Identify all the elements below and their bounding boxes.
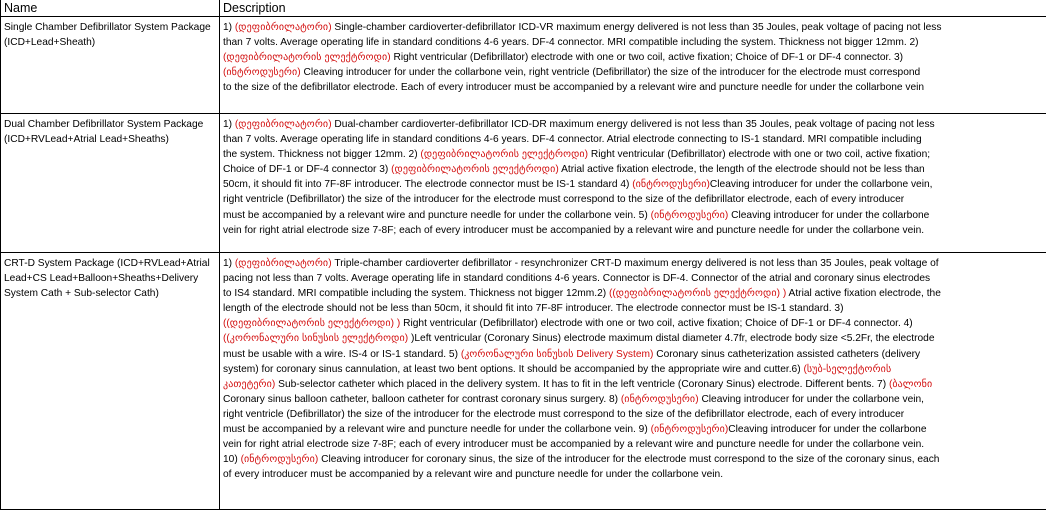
description-line — [223, 35, 1043, 50]
georgian-term: (დეფიბრილატორი) — [235, 22, 332, 33]
description-line — [223, 362, 1043, 377]
row-description-cell — [220, 17, 1046, 114]
description-line — [223, 65, 1043, 80]
header-name: Name — [1, 0, 220, 17]
georgian-term: (დეფიბრილატორი) — [235, 258, 332, 269]
description-text: the system. Thickness not bigger 12mm. 2) — [223, 149, 420, 160]
description-line — [223, 208, 1043, 223]
description-text: Right ventricular (Defibrillator) electrode with one or two coil, active fixation; Choice of DF-1 or DF-4 connector. 3) — [391, 52, 903, 63]
header-description: Description — [220, 0, 1046, 17]
description-text: Sub-selector catheter which placed in the delivery system. It has to fit in the left ventricle (Coronary Sinus) electrode. Different bents. 7) — [275, 379, 889, 390]
georgian-term: (დეფიბრილატორი) — [235, 119, 332, 130]
georgian-term: (დეფიბრილატორის ელექტროდი) — [223, 52, 391, 63]
description-text: system) for coronary sinus cannulation, at least two bent options. It should be accompanied by the appropriate wire and cutter.6) — [223, 364, 803, 375]
description-text: Atrial active fixation electrode, the length of the electrode should not be less than — [559, 164, 925, 175]
description-text: )Left ventricular (Coronary Sinus) electrode maximum distal diameter 4.7fr, electrode body size <5.2Fr, the electrode — [408, 333, 934, 344]
description-text: 1) — [223, 258, 235, 269]
description-text: Coronary sinus balloon catheter, balloon catheter for contrast coronary sinus surgery. 8) — [223, 394, 621, 405]
description-line — [223, 452, 1043, 467]
description-text: to the size of the defibrillator electrode. Each of every introducer must be accompanied by a relevant wire and puncture needle for under the collarbone vein — [223, 82, 924, 93]
description-text: must be accompanied by a relevant wire and puncture needle for under the collarbone vein. 5) — [223, 210, 651, 221]
description-text: Triple-chamber cardioverter defibrillator - resynchronizer CRT-D maximum energy delivered is not less than 35 Joules, peak voltage of — [332, 258, 939, 269]
georgian-term: (ინტროდუსერი) — [241, 454, 319, 465]
georgian-term: (ინტროდუსერი) — [651, 210, 729, 221]
description-line — [223, 117, 1043, 132]
description-text: length of the electrode should not be less than 50cm, it should fit into 7F-8F introducer. The electrode connector must be IS-1 standard. 3) — [223, 303, 843, 314]
description-text: Coronary sinus catheterization assisted catheters (delivery — [653, 349, 920, 360]
description-line — [223, 223, 1043, 238]
table-row — [1, 114, 1046, 253]
description-text: Dual-chamber cardioverter-defibrillator ICD-DR maximum energy delivered is not less than 35 Joules, peak voltage of pacing not less — [332, 119, 935, 130]
georgian-term: (ინტროდუსერი) — [632, 179, 710, 190]
description-text: Cleaving introducer for under the collarbone vein, — [710, 179, 933, 190]
description-line — [223, 20, 1043, 35]
description-line — [223, 147, 1043, 162]
description-text: Choice of DF-1 or DF-4 connector 3) — [223, 164, 391, 175]
description-text: of every introducer must be accompanied by a relevant wire and puncture needle for under the collarbone vein. — [223, 469, 723, 480]
description-text: 10) — [223, 454, 241, 465]
row-description-cell — [220, 253, 1046, 510]
description-line — [223, 256, 1043, 271]
description-text: than 7 volts. Average operating life in standard conditions 4-6 years. DF-4 connector. MRI compatible including the system. Thickness not bigger 12mm. 2) — [223, 37, 919, 48]
table-row — [1, 253, 1046, 510]
description-text: Cleaving introducer for coronary sinus, the size of the introducer for the electrode must correspond to the size of the coronary sinus, each — [318, 454, 939, 465]
description-line — [223, 192, 1043, 207]
description-text: right ventricle (Defibrillator) the size of the introducer for the electrode must correspond to the size of the defibrillator electrode, each of every introducer — [223, 409, 904, 420]
description-text: 1) — [223, 119, 235, 130]
description-text: Atrial active fixation electrode, the — [786, 288, 941, 299]
description-text: must be accompanied by a relevant wire and puncture needle for under the collarbone vein. 9) — [223, 424, 651, 435]
description-line — [223, 437, 1043, 452]
description-text: 1) — [223, 22, 235, 33]
description-line — [223, 50, 1043, 65]
description-line — [223, 422, 1043, 437]
description-text: pacing not less than 7 volts. Average operating life in standard conditions 4-6 years. Connector is DF-4. Connector of the atrial and coronary sinus electrodes — [223, 273, 930, 284]
row-name-cell: CRT-D System Package (ICD+RVLead+Atrial Lead+CS Lead+Balloon+Sheaths+Delivery System Cath + Sub-selector Cath) — [1, 253, 220, 510]
georgian-term: (ინტროდუსერი) — [223, 67, 301, 78]
georgian-term: (კორონალური სინუსის Delivery System) — [461, 349, 654, 360]
georgian-term: ((დეფიბრილატორის ელექტროდი) ) — [609, 288, 786, 299]
description-line — [223, 377, 1043, 392]
description-text: Right ventricular (Defibrillator) electrode with one or two coil, active fixation; — [588, 149, 930, 160]
description-text: Single-chamber cardioverter-defibrillator ICD-VR maximum energy delivered is not less than 35 Joules, peak voltage of pacing not less — [332, 22, 942, 33]
description-line — [223, 407, 1043, 422]
description-text: Cleaving introducer for under the collarbone vein, — [699, 394, 924, 405]
georgian-term: (სუბ-სელექტორის — [803, 364, 891, 375]
description-line — [223, 347, 1043, 362]
description-text: Cleaving introducer for under the collarbone vein, right ventricle (Defibrillator) the size of the introducer for the electrode must correspond — [301, 67, 920, 78]
description-line — [223, 177, 1043, 192]
row-description-cell — [220, 114, 1046, 253]
description-text: Right ventricular (Defibrillator) electrode with one or two coil, active fixation; Choice of DF-1 or DF-4 connector. 4) — [400, 318, 912, 329]
description-line — [223, 132, 1043, 147]
georgian-term: (ინტროდუსერი) — [621, 394, 699, 405]
georgian-term: (ბალონი — [889, 379, 932, 390]
description-line — [223, 331, 1043, 346]
description-line — [223, 162, 1043, 177]
georgian-term: ((კორონალური სინუსის ელექტროდი) — [223, 333, 408, 344]
description-line — [223, 286, 1043, 301]
description-text: must be usable with a wire. IS-4 or IS-1 standard. 5) — [223, 349, 461, 360]
description-text: 50cm, it should fit into 7F-8F introducer. The electrode connector must be IS-1 standard 4) — [223, 179, 632, 190]
header-row — [1, 0, 1046, 17]
description-line — [223, 316, 1043, 331]
description-text: right ventricle (Defibrillator) the size of the introducer for the electrode must correspond to the size of the defibrillator electrode, each of every introducer — [223, 194, 904, 205]
description-line — [223, 467, 1043, 482]
description-text: Cleaving introducer for under the collarbone — [728, 210, 929, 221]
description-text: vein for right atrial electrode size 7-8F; each of every introducer must be accompanied by a relevant wire and puncture needle for under the collarbone vein. — [223, 225, 924, 236]
description-line — [223, 80, 1043, 95]
georgian-term: კათეტერი) — [223, 379, 275, 390]
row-name-cell: Single Chamber Defibrillator System Package (ICD+Lead+Sheath) — [1, 17, 220, 114]
description-text: Cleaving introducer for under the collarbone — [728, 424, 926, 435]
georgian-term: (დეფიბრილატორის ელექტროდი) — [420, 149, 588, 160]
description-line — [223, 271, 1043, 286]
description-text: than 7 volts. Average operating life in standard conditions 4-6 years. DF-4 connector. Atrial electrode connecting to IS-1 standard. MRI compatible including — [223, 134, 922, 145]
georgian-term: ((დეფიბრილატორის ელექტროდი) ) — [223, 318, 400, 329]
description-text: vein for right atrial electrode size 7-8F; each of every introducer must be accompanied by a relevant wire and puncture needle for under the collarbone vein. — [223, 439, 924, 450]
description-text: to IS4 standard. MRI compatible including the system. Thickness not bigger 12mm.2) — [223, 288, 609, 299]
description-line — [223, 392, 1043, 407]
table-row — [1, 17, 1046, 114]
georgian-term: (დეფიბრილატორის ელექტროდი) — [391, 164, 559, 175]
description-line — [223, 301, 1043, 316]
georgian-term: (ინტროდუსერი) — [651, 424, 729, 435]
row-name-cell: Dual Chamber Defibrillator System Package (ICD+RVLead+Atrial Lead+Sheaths) — [1, 114, 220, 253]
